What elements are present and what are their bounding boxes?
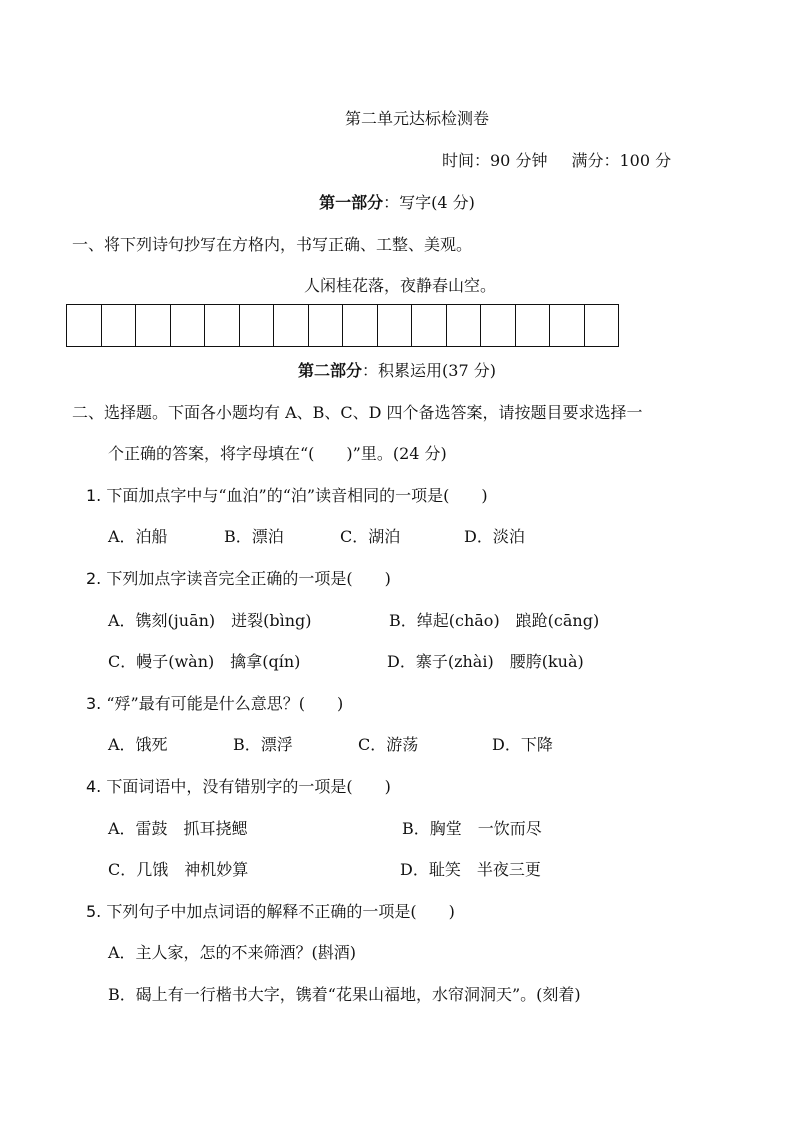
- part2-heading-rest: ：积累运用(37 分): [362, 361, 496, 380]
- part1-heading: [0, 190, 794, 213]
- grid-cell[interactable]: [481, 305, 516, 346]
- question-2: [86, 566, 391, 589]
- exam-meta: [442, 148, 671, 171]
- question-text: 下列句子中加点词语的解释不正确的一项是( ): [106, 902, 455, 921]
- question-5-option-a: [108, 940, 356, 963]
- grid-cell[interactable]: [171, 305, 206, 346]
- section2-instruction-line1: 二、选择题。下面各小题均有 A、B、C、D 四个备选答案，请按题目要求选择一: [72, 403, 643, 422]
- question-3: [86, 691, 343, 714]
- grid-cell[interactable]: [67, 305, 102, 346]
- option-a[interactable]: A．雷鼓 抓耳挠鳃: [108, 819, 248, 838]
- question-2-options-row2: [108, 649, 584, 672]
- option-d[interactable]: D．淡泊: [464, 527, 525, 546]
- grid-cell[interactable]: [412, 305, 447, 346]
- option-a[interactable]: A．镌刻(juān) 迸裂(bìng): [108, 611, 312, 630]
- question-number: 3.: [86, 694, 102, 713]
- option-b[interactable]: B．漂泊: [224, 527, 284, 546]
- grid-cell[interactable]: [378, 305, 413, 346]
- question-text: 下列加点字读音完全正确的一项是( ): [106, 569, 391, 588]
- question-1: [86, 483, 488, 506]
- grid-cell[interactable]: [550, 305, 585, 346]
- question-number: 4.: [86, 777, 102, 796]
- option-b[interactable]: B．碣上有一行楷书大字，镌着“花果山福地，水帘洞洞天”。(刻着): [108, 985, 581, 1004]
- option-a[interactable]: A．泊船: [108, 527, 168, 546]
- grid-cell[interactable]: [205, 305, 240, 346]
- part1-heading-bold: 第一部分: [319, 193, 384, 212]
- question-1-options: [108, 524, 525, 547]
- option-b[interactable]: B．漂浮: [233, 735, 293, 754]
- grid-cell[interactable]: [102, 305, 137, 346]
- option-c[interactable]: C．游荡: [358, 735, 419, 754]
- part2-heading-bold: 第二部分: [298, 361, 363, 380]
- option-b[interactable]: B．胸堂 一饮而尽: [402, 819, 542, 838]
- option-d[interactable]: D．下降: [492, 735, 553, 754]
- grid-cell[interactable]: [240, 305, 275, 346]
- question-4-options-row1: [108, 816, 542, 839]
- writing-grid: [66, 304, 619, 347]
- option-d[interactable]: D．寨子(zhài) 腰胯(kuà): [387, 652, 584, 671]
- option-c[interactable]: C．幔子(wàn) 擒拿(qín): [108, 652, 301, 671]
- grid-cell[interactable]: [274, 305, 309, 346]
- grid-cell[interactable]: [585, 305, 620, 346]
- question-number: 5.: [86, 902, 102, 921]
- grid-cell[interactable]: [309, 305, 344, 346]
- grid-cell[interactable]: [447, 305, 482, 346]
- question-5-option-b: [108, 982, 581, 1005]
- grid-cell[interactable]: [136, 305, 171, 346]
- question-text: 下面加点字中与“血泊”的“泊”读音相同的一项是( ): [106, 486, 488, 505]
- part2-heading: [0, 358, 794, 381]
- option-d[interactable]: D．耻笑 半夜三更: [400, 860, 541, 879]
- part1-heading-rest: ：写字(4 分): [383, 193, 475, 212]
- grid-cell[interactable]: [516, 305, 551, 346]
- poem-line: 人闲桂花落，夜静春山空。: [304, 276, 497, 295]
- option-c[interactable]: C．几饿 神机妙算: [108, 860, 249, 879]
- option-a[interactable]: A．饿死: [108, 735, 168, 754]
- question-number: 2.: [86, 569, 102, 588]
- question-4: [86, 774, 391, 797]
- exam-score: 满分：100 分: [571, 151, 672, 170]
- question-number: 1.: [86, 486, 102, 505]
- exam-time: 时间：90 分钟: [442, 151, 548, 170]
- question-5: [86, 899, 455, 922]
- question-3-options: [108, 732, 553, 755]
- option-b[interactable]: B．绰起(chāo) 踉跄(cāng): [389, 611, 600, 630]
- question-4-options-row2: [108, 857, 541, 880]
- question-text: “殍”最有可能是什么意思？( ): [106, 694, 344, 713]
- option-c[interactable]: C．湖泊: [340, 527, 401, 546]
- grid-cell[interactable]: [343, 305, 378, 346]
- question-text: 下面词语中，没有错别字的一项是( ): [106, 777, 391, 796]
- exam-title: 第二单元达标检测卷: [344, 109, 489, 128]
- question-2-options-row1: [108, 608, 599, 631]
- section2-instruction-line2: 个正确的答案，将字母填在“( )”里。(24 分): [108, 444, 447, 463]
- part1-instruction: 一、将下列诗句抄写在方格内，书写正确、工整、美观。: [72, 235, 473, 254]
- option-a[interactable]: A．主人家，怎的不来筛酒？(斟酒): [108, 943, 357, 962]
